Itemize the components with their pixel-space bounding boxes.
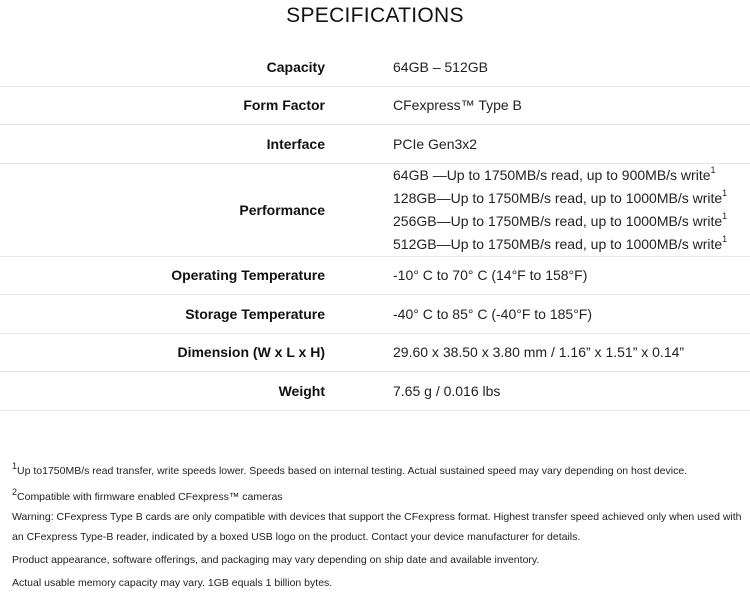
spec-row-capacity xyxy=(0,48,750,87)
footnote-mark: 1 xyxy=(710,164,716,175)
footnote-mark: 1 xyxy=(722,233,728,244)
spec-value: CFexpress™ Type B xyxy=(393,97,522,114)
warning-note: Warning: CFexpress Type B cards are only compatible with devices that support the CFexpress format. Highest transfer speed achieved only when used with an CFexpress Type-B reader, indicated by a boxed USB logo on the product. Contact your device manufacturer for details. xyxy=(12,511,742,543)
spec-value: PCIe Gen3x2 xyxy=(393,135,478,152)
spec-row-weight xyxy=(0,372,750,411)
spec-row-dimension xyxy=(0,334,750,373)
spec-row-interface xyxy=(0,125,750,164)
spec-value: 7.65 g / 0.016 lbs xyxy=(393,382,501,399)
spec-row-operating-temperature xyxy=(0,257,750,296)
footnote-1: $^1$Up to1750MB/s read transfer, write speeds lower. Speeds based on internal testing. Actual sustained speed may vary depending on host device. xyxy=(12,460,688,477)
footnote-mark: 1 xyxy=(722,187,728,198)
performance-line: 512GB—Up to 1750MB/s read, up to 1000MB/s write$^1$ xyxy=(393,233,728,252)
footnote-2: $^2$Compatible with firmware enabled CFexpress™ cameras xyxy=(12,486,283,503)
performance-lines xyxy=(393,164,727,256)
capacity-note: Actual usable memory capacity may vary. 1GB equals 1 billion bytes. xyxy=(12,577,333,589)
performance-line: 64GB —Up to 1750MB/s read, up to 900MB/s write$^1$ xyxy=(393,164,716,183)
spec-label: Storage Temperature xyxy=(185,305,325,322)
spec-label: Dimension (W x L x H) xyxy=(177,344,325,361)
spec-row-form-factor xyxy=(0,87,750,126)
spec-row-storage-temperature xyxy=(0,295,750,334)
performance-line: 256GB—Up to 1750MB/s read, up to 1000MB/s write$^1$ xyxy=(393,210,728,229)
footnotes xyxy=(12,461,747,593)
page-title: SPECIFICATIONS xyxy=(286,4,464,27)
spec-label: Performance xyxy=(239,201,325,218)
performance-line: 128GB—Up to 1750MB/s read, up to 1000MB/s write$^1$ xyxy=(393,187,728,206)
spec-value: -10° C to 70° C (14°F to 158°F) xyxy=(393,267,588,284)
spec-label: Capacity xyxy=(266,58,325,75)
specifications-table xyxy=(0,48,750,411)
spec-label: Form Factor xyxy=(243,97,325,114)
spec-label: Operating Temperature xyxy=(171,267,325,284)
appearance-note: Product appearance, software offerings, and packaging may vary depending on ship date and available inventory. xyxy=(12,554,540,566)
spec-row-performance xyxy=(0,164,750,257)
footnote-mark: 1 xyxy=(722,210,728,221)
spec-value: -40° C to 85° C (-40°F to 185°F) xyxy=(393,305,593,322)
spec-label: Interface xyxy=(266,135,325,152)
spec-value: 64GB – 512GB xyxy=(393,58,488,75)
spec-label: Weight xyxy=(278,382,325,399)
spec-value: 29.60 x 38.50 x 3.80 mm / 1.16” x 1.51” x 0.14” xyxy=(393,344,685,361)
